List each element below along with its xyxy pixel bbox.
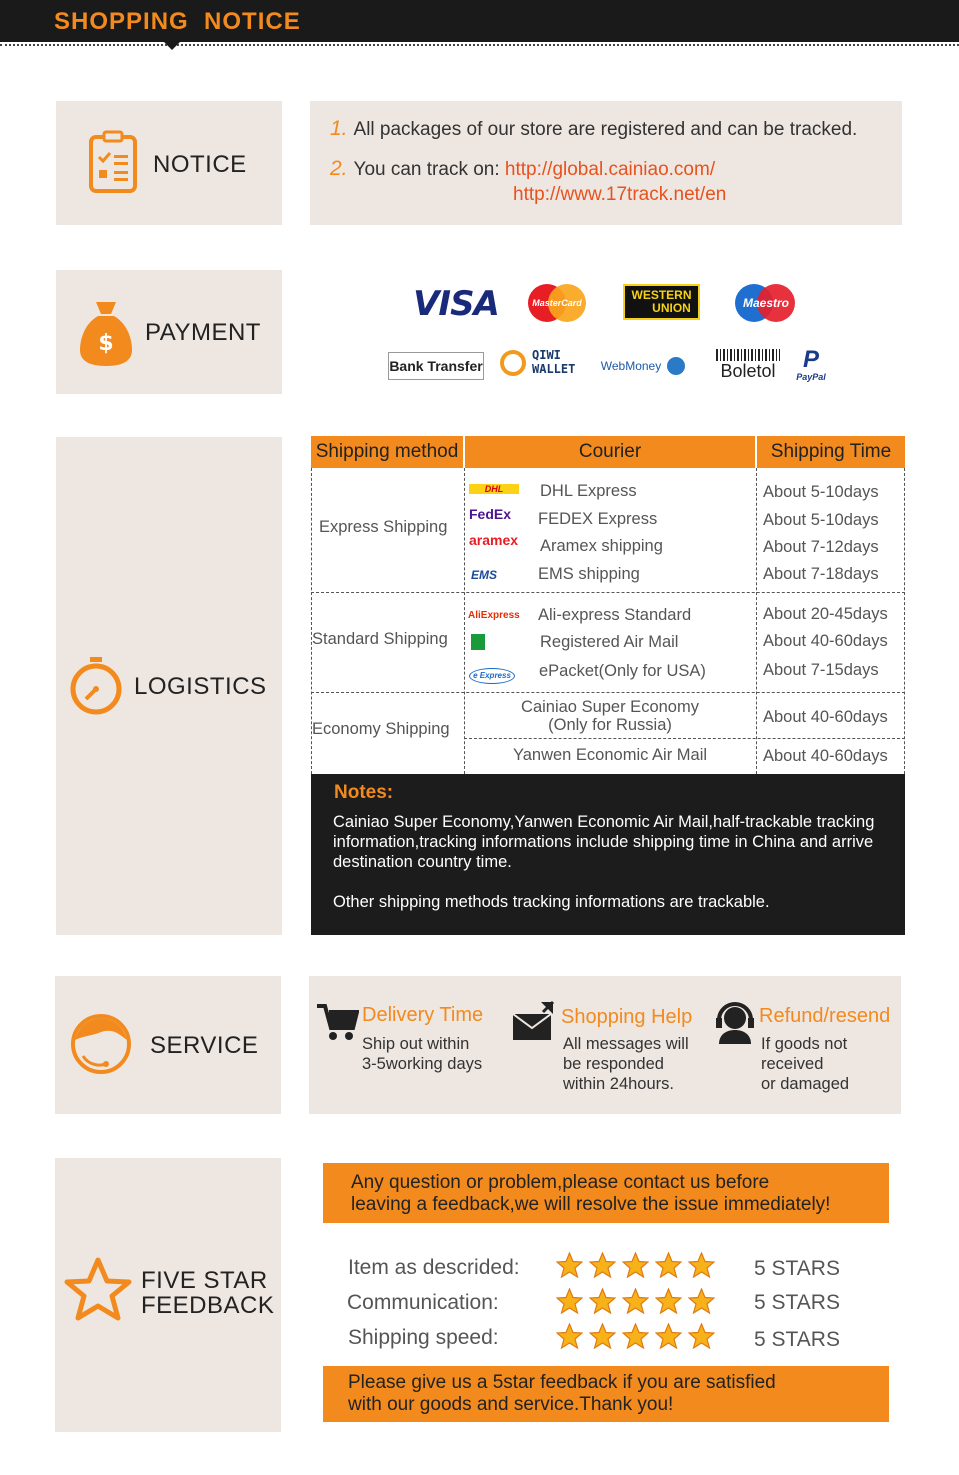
page-title: SHOPPING NOTICE [54,8,301,35]
rating-star-icon [589,1252,616,1278]
notice-line-1: 1. All packages of our store are registered and can be tracked. [330,117,858,140]
rating-star-icon [655,1288,682,1314]
time-epacket: About 7-15days [763,661,879,679]
time-aramex: About 7-12days [763,538,879,556]
rating-star-icon [589,1288,616,1314]
time-yanwen: About 40-60days [763,747,888,765]
rating-star-icon [556,1252,583,1278]
post-logo-icon [471,634,485,650]
rating-star-icon [688,1252,715,1278]
service-label: SERVICE [150,1032,259,1059]
contact-banner: Any question or problem,please contact us before leaving a feedback,we will resolve the issue immediately! [323,1163,889,1223]
rating-label-communication: Communication: [347,1291,499,1314]
logistics-label: LOGISTICS [134,673,267,700]
method-economy: Economy Shipping [312,720,450,738]
rating-star-icon [688,1323,715,1349]
clipboard-icon [86,129,140,195]
qiwi-logo: QIWI WALLET [498,346,584,384]
globe-icon [667,357,685,375]
courier-cainiao: Cainiao Super Economy (Only for Russia) [521,698,699,734]
shopping-help-title: Shopping Help [561,1006,693,1028]
five-star-request-banner: Please give us a 5star feedback if you are satisfied with our goods and service.Thank you! [323,1366,889,1422]
rating-value-item: 5 STARS [754,1257,840,1280]
support-agent-icon [69,1014,133,1076]
courier-fedex: FEDEX Express [538,510,658,528]
star-outline-icon [63,1256,133,1322]
rating-value-shipping: 5 STARS [754,1328,840,1351]
method-express: Express Shipping [319,518,448,536]
rating-stars-item [556,1252,721,1283]
epacket-logo: e Express [469,668,515,684]
header-notch [163,41,181,50]
delivery-time-title: Delivery Time [362,1004,484,1026]
th-courier: Courier [465,436,755,468]
rating-star-icon [622,1323,649,1349]
envelope-icon [511,1000,557,1044]
payment-label: PAYMENT [145,319,261,346]
service-content-panel [309,976,901,1114]
logistics-table [311,436,905,774]
aliexpress-logo: AliExpress [468,610,520,621]
time-cainiao: About 40-60days [763,708,888,726]
notice-label-panel [56,101,282,225]
cart-icon [315,1002,359,1042]
visa-logo: VISA [413,284,499,324]
aramex-logo: aramex [469,532,519,548]
western-union-logo: WESTERN UNION [623,284,700,320]
dhl-logo: DHL [469,484,519,494]
notice-label: NOTICE [153,151,247,178]
rating-label-shipping: Shipping speed: [348,1326,499,1349]
notes-paragraph-1: Cainiao Super Economy,Yanwen Economic Air Mail,half-trackable tracking information,tracking informations include shipping time in China and arrive destination country time. [333,813,875,871]
boleto-logo: Boletol [714,348,782,382]
cainiao-link[interactable]: http://global.cainiao.com/ [504,159,716,180]
rating-star-icon [655,1252,682,1278]
mastercard-logo: MasterCard [526,282,588,324]
rating-stars-communication [556,1288,721,1319]
rating-star-icon [556,1323,583,1349]
refund-resend-title: Refund/resend [759,1005,891,1027]
time-ems: About 7-18days [763,565,879,583]
time-registered-air-mail: About 40-60days [763,632,888,650]
notice-content-panel [310,101,902,225]
courier-aliexpress: Ali-express Standard [538,606,692,624]
svg-text:$: $ [98,331,114,356]
stopwatch-icon [68,655,124,717]
headset-icon [713,1000,757,1044]
shopping-help-text: All messages will be responded within 24hours. [563,1035,689,1093]
courier-epacket: ePacket(Only for USA) [539,662,706,680]
maestro-logo: Maestro [733,282,799,324]
17track-link[interactable]: http://www.17track.net/en [513,184,727,205]
delivery-time-text: Ship out within 3-5working days [362,1035,483,1073]
rating-star-icon [622,1252,649,1278]
courier-yanwen: Yanwen Economic Air Mail [512,746,708,764]
th-shipping-method: Shipping method [311,436,463,468]
header-divider [0,44,959,46]
payment-label-panel [56,270,282,394]
rating-star-icon [655,1323,682,1349]
method-standard: Standard Shipping [312,630,448,648]
barcode-icon [716,349,780,361]
fedex-logo: FedEx [469,506,512,522]
rating-star-icon [589,1323,616,1349]
notes-title: Notes: [334,782,394,803]
feedback-label-panel [55,1158,281,1432]
rating-star-icon [556,1288,583,1314]
courier-dhl: DHL Express [540,482,637,500]
bank-transfer-logo: Bank Transfer [388,352,484,380]
rating-value-communication: 5 STARS [754,1291,840,1314]
webmoney-logo: WebMoney [597,352,689,380]
time-fedex: About 5-10days [763,511,879,529]
logistics-label-panel [56,437,282,935]
service-label-panel [55,976,281,1114]
courier-registered-air-mail: Registered Air Mail [540,633,679,651]
th-shipping-time: Shipping Time [757,436,905,468]
rating-stars-shipping [556,1323,721,1354]
notes-paragraph-2: Other shipping methods tracking informations are trackable. [333,893,770,911]
feedback-label: FIVE STAR FEEDBACK [141,1267,275,1319]
money-bag-icon [78,298,134,368]
paypal-logo: P PayPal [796,346,826,382]
courier-aramex: Aramex shipping [540,537,663,555]
rating-star-icon [622,1288,649,1314]
time-dhl: About 5-10days [763,483,879,501]
ems-logo: EMS [471,568,498,582]
time-aliexpress: About 20-45days [763,605,888,623]
logistics-notes [311,774,905,935]
rating-label-item: Item as descrided: [348,1256,520,1279]
courier-ems: EMS shipping [538,565,640,583]
rating-star-icon [688,1288,715,1314]
header-bar [0,0,959,42]
notice-line-2: 2. You can track on: http://global.cainiao.com/ [330,157,716,180]
refund-resend-text: If goods not received or damaged [761,1035,850,1093]
